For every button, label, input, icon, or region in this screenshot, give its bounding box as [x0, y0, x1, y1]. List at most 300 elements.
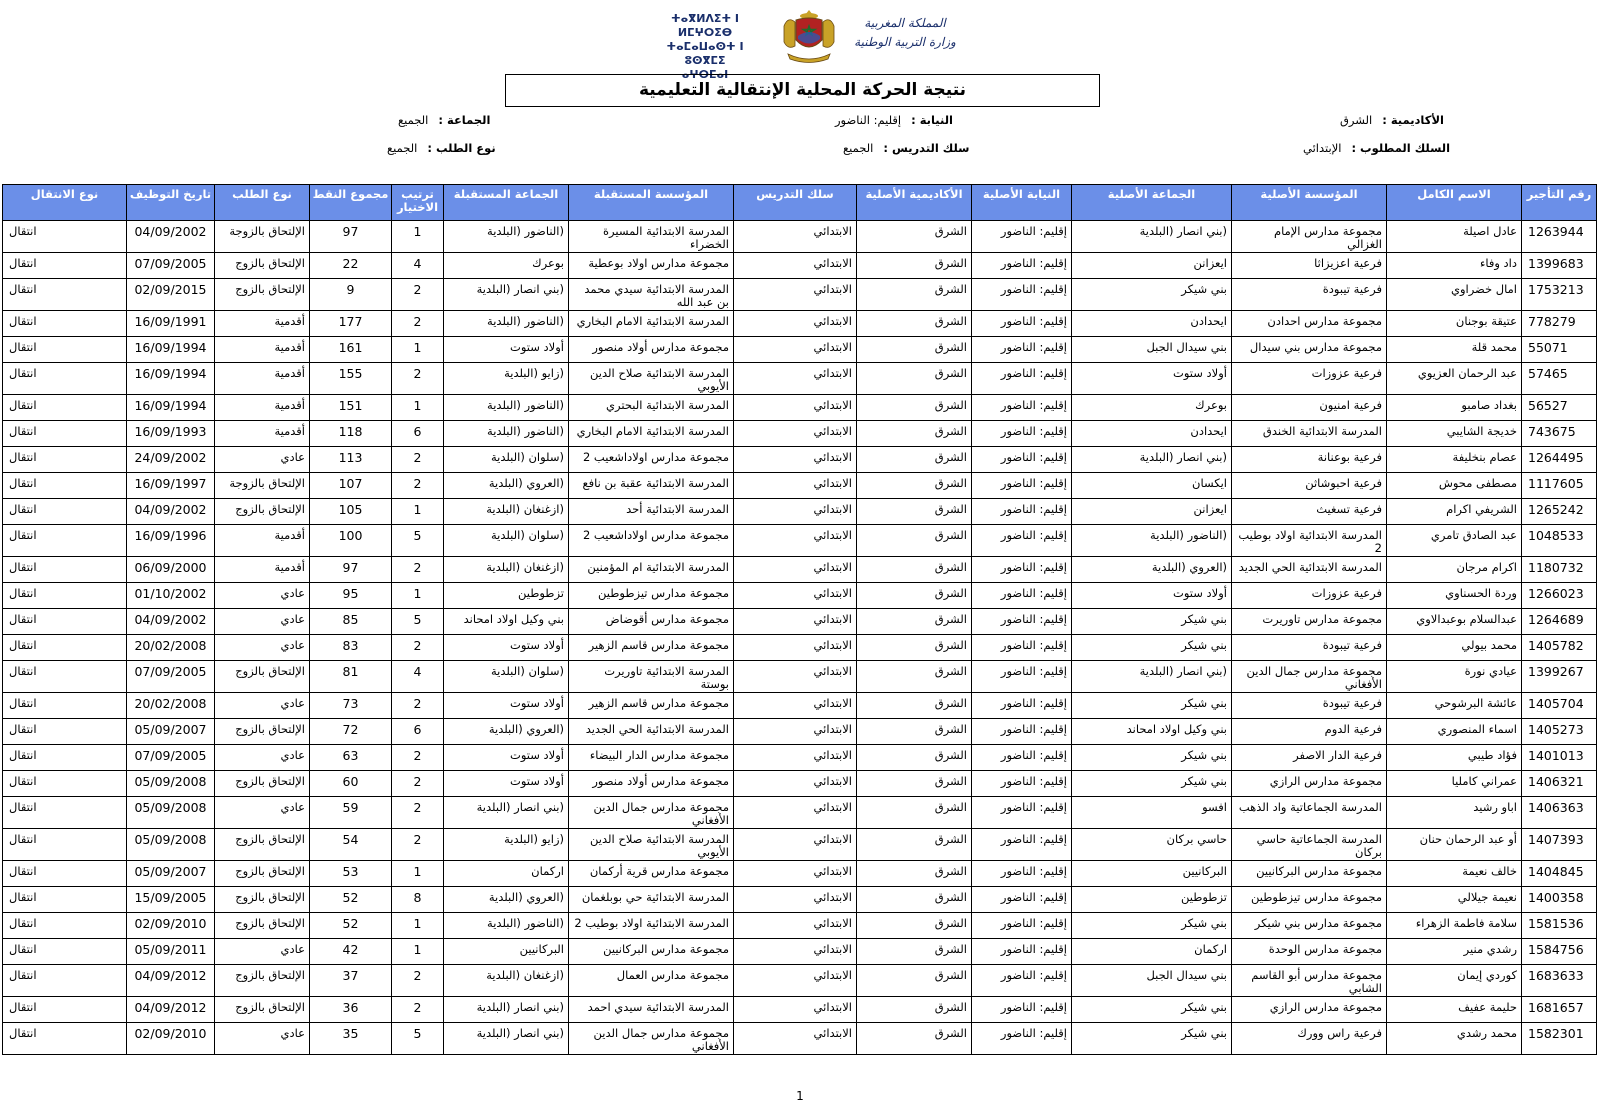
origin-institution-cell: فرعية عزوزات: [1232, 363, 1387, 395]
destination-institution-cell: المدرسة الابتدائية عقبة بن نافع: [569, 473, 734, 499]
full-name-cell: اكرام مرجان: [1387, 557, 1522, 583]
column-header: المؤسسة المستقبلة: [569, 185, 734, 221]
choice-rank-cell: 2: [392, 635, 444, 661]
request-type-cell: الإلتحاق بالزوج: [215, 861, 310, 887]
teaching-cycle-cell: الابتدائي: [734, 745, 857, 771]
transfer-type-cell: انتقال: [3, 557, 127, 583]
full-name-cell: محمد قلة: [1387, 337, 1522, 363]
choice-rank-cell: 5: [392, 609, 444, 635]
total-points-cell: 36: [310, 997, 392, 1023]
transfer-type-cell: انتقال: [3, 861, 127, 887]
table-row: [3, 997, 1597, 1023]
total-points-cell: 37: [310, 965, 392, 997]
destination-commune-cell: أولاد ستوت: [444, 771, 569, 797]
table-header-row: [3, 185, 1597, 221]
hiring-date-cell: 16/09/1994: [127, 337, 215, 363]
destination-commune-cell: (ازغنغان (البلدية: [444, 499, 569, 525]
choice-rank-cell: 2: [392, 279, 444, 311]
total-points-cell: 59: [310, 797, 392, 829]
salary-number-cell: 1399267: [1522, 661, 1597, 693]
choice-rank-cell: 2: [392, 557, 444, 583]
salary-number-cell: 1266023: [1522, 583, 1597, 609]
origin-academy-cell: الشرق: [857, 557, 972, 583]
column-header: المؤسسة الأصلية: [1232, 185, 1387, 221]
origin-delegation-cell: إقليم: الناضور: [972, 253, 1072, 279]
salary-number-cell: 743675: [1522, 421, 1597, 447]
column-header: رقم التأجير: [1522, 185, 1597, 221]
origin-institution-cell: فرعية احبوشاثن: [1232, 473, 1387, 499]
origin-commune-cell: ايكسان: [1072, 473, 1232, 499]
total-points-cell: 85: [310, 609, 392, 635]
origin-commune-cell: بني شيكر: [1072, 771, 1232, 797]
hiring-date-cell: 05/09/2011: [127, 939, 215, 965]
origin-delegation-cell: إقليم: الناضور: [972, 939, 1072, 965]
teaching-cycle-cell: الابتدائي: [734, 473, 857, 499]
destination-institution-cell: المدرسة الابتدائية صلاح الدين الأيوبي: [569, 829, 734, 861]
origin-institution-cell: المدرسة الابتدائية الخندق: [1232, 421, 1387, 447]
choice-rank-cell: 2: [392, 965, 444, 997]
filter-cycle: [1303, 141, 1450, 155]
filter-delegation: [835, 113, 953, 127]
full-name-cell: الشريفي اكرام: [1387, 499, 1522, 525]
origin-institution-cell: فرعية عزوزات: [1232, 583, 1387, 609]
destination-commune-cell: (الناضور (البلدية: [444, 913, 569, 939]
table-row: [3, 745, 1597, 771]
filter-delegation-value: إقليم: الناضور: [835, 113, 902, 127]
salary-number-cell: 1753213: [1522, 279, 1597, 311]
destination-institution-cell: مجموعة مدارس الدار البيضاء: [569, 745, 734, 771]
choice-rank-cell: 4: [392, 253, 444, 279]
destination-institution-cell: المدرسة الابتدائية تاوريرت بوستة: [569, 661, 734, 693]
request-type-cell: الإلتحاق بالزوج: [215, 997, 310, 1023]
table-row: [3, 939, 1597, 965]
origin-institution-cell: مجموعة مدارس بني سيدال: [1232, 337, 1387, 363]
destination-commune-cell: أولاد ستوت: [444, 745, 569, 771]
origin-academy-cell: الشرق: [857, 1023, 972, 1055]
filter-commune-value: الجميع: [398, 113, 429, 127]
teaching-cycle-cell: الابتدائي: [734, 395, 857, 421]
choice-rank-cell: 1: [392, 913, 444, 939]
table-row: [3, 829, 1597, 861]
total-points-cell: 155: [310, 363, 392, 395]
origin-institution-cell: فرعية تسغيث: [1232, 499, 1387, 525]
total-points-cell: 22: [310, 253, 392, 279]
origin-academy-cell: الشرق: [857, 771, 972, 797]
full-name-cell: محمد بيولي: [1387, 635, 1522, 661]
salary-number-cell: 1401013: [1522, 745, 1597, 771]
request-type-cell: الإلتحاق بالزوج: [215, 965, 310, 997]
salary-number-cell: 1264495: [1522, 447, 1597, 473]
transfer-type-cell: انتقال: [3, 829, 127, 861]
origin-academy-cell: الشرق: [857, 861, 972, 887]
full-name-cell: سلامة فاطمة الزهراء: [1387, 913, 1522, 939]
request-type-cell: عادي: [215, 583, 310, 609]
coat-of-arms-icon: [778, 6, 840, 66]
hiring-date-cell: 20/02/2008: [127, 635, 215, 661]
table-row: [3, 635, 1597, 661]
filter-delegation-label: النيابة :: [911, 113, 953, 127]
transfer-type-cell: انتقال: [3, 499, 127, 525]
origin-delegation-cell: إقليم: الناضور: [972, 609, 1072, 635]
destination-institution-cell: المدرسة الابتدائية الحي الجديد: [569, 719, 734, 745]
teaching-cycle-cell: الابتدائي: [734, 913, 857, 939]
origin-delegation-cell: إقليم: الناضور: [972, 829, 1072, 861]
full-name-cell: عبدالسلام بوعبدالاوي: [1387, 609, 1522, 635]
origin-delegation-cell: إقليم: الناضور: [972, 745, 1072, 771]
choice-rank-cell: 2: [392, 771, 444, 797]
origin-academy-cell: الشرق: [857, 887, 972, 913]
origin-institution-cell: مجموعة مدارس تيزطوطين: [1232, 887, 1387, 913]
request-type-cell: الإلتحاق بالزوج: [215, 253, 310, 279]
request-type-cell: الإلتحاق بالزوج: [215, 499, 310, 525]
teaching-cycle-cell: الابتدائي: [734, 253, 857, 279]
filter-teaching: [843, 141, 970, 155]
origin-institution-cell: فرعية اعزيزاثا: [1232, 253, 1387, 279]
choice-rank-cell: 1: [392, 939, 444, 965]
request-type-cell: عادي: [215, 447, 310, 473]
teaching-cycle-cell: الابتدائي: [734, 311, 857, 337]
destination-commune-cell: (بني انصار (البلدية: [444, 279, 569, 311]
table-row: [3, 363, 1597, 395]
full-name-cell: عصام بنخليفة: [1387, 447, 1522, 473]
request-type-cell: عادي: [215, 939, 310, 965]
choice-rank-cell: 2: [392, 797, 444, 829]
origin-academy-cell: الشرق: [857, 939, 972, 965]
tifinagh-line-1: ⵜⴰⴳⵍⴷⵉⵜ ⵏ ⵍⵎⵖⵔⵉⴱ: [670, 12, 740, 39]
origin-institution-cell: فرعية تيبودة: [1232, 279, 1387, 311]
destination-institution-cell: مجموعة مدارس قاسم الزهير: [569, 635, 734, 661]
destination-commune-cell: (ازغنغان (البلدية: [444, 965, 569, 997]
total-points-cell: 118: [310, 421, 392, 447]
column-header: الجماعة المستقبلة: [444, 185, 569, 221]
filter-cycle-label: السلك المطلوب :: [1351, 141, 1451, 155]
table-row: [3, 395, 1597, 421]
salary-number-cell: 1117605: [1522, 473, 1597, 499]
tifinagh-line-3: ⴰⵖⵔⵎⴰⵏ: [681, 68, 729, 81]
origin-commune-cell: بني سيدال الجبل: [1072, 337, 1232, 363]
request-type-cell: الإلتحاق بالزوج: [215, 829, 310, 861]
destination-commune-cell: بوعرك: [444, 253, 569, 279]
origin-commune-cell: (الناضور (البلدية: [1072, 525, 1232, 557]
origin-delegation-cell: إقليم: الناضور: [972, 473, 1072, 499]
hiring-date-cell: 04/09/2002: [127, 609, 215, 635]
transfer-type-cell: انتقال: [3, 395, 127, 421]
ministry-name: وزارة التربية الوطنية: [854, 35, 956, 49]
destination-commune-cell: (الناضور (البلدية: [444, 221, 569, 253]
request-type-cell: عادي: [215, 745, 310, 771]
origin-academy-cell: الشرق: [857, 253, 972, 279]
full-name-cell: أو عبد الرحمان حنان: [1387, 829, 1522, 861]
teaching-cycle-cell: الابتدائي: [734, 609, 857, 635]
origin-delegation-cell: إقليم: الناضور: [972, 583, 1072, 609]
origin-institution-cell: مجموعة مدارس الرازي: [1232, 771, 1387, 797]
full-name-cell: عتيقة بوجنان: [1387, 311, 1522, 337]
destination-commune-cell: (بني انصار (البلدية: [444, 797, 569, 829]
origin-academy-cell: الشرق: [857, 609, 972, 635]
origin-commune-cell: (بني انصار (البلدية: [1072, 661, 1232, 693]
salary-number-cell: 1405704: [1522, 693, 1597, 719]
origin-institution-cell: فرعية امنيون: [1232, 395, 1387, 421]
destination-institution-cell: المدرسة الابتدائية صلاح الدين الأيوبي: [569, 363, 734, 395]
origin-academy-cell: الشرق: [857, 829, 972, 861]
filter-commune-label: الجماعة :: [438, 113, 491, 127]
destination-commune-cell: (الناضور (البلدية: [444, 311, 569, 337]
origin-delegation-cell: إقليم: الناضور: [972, 279, 1072, 311]
origin-institution-cell: فرعية تيبودة: [1232, 693, 1387, 719]
transfer-type-cell: انتقال: [3, 745, 127, 771]
origin-institution-cell: مجموعة مدارس تاوريرت: [1232, 609, 1387, 635]
origin-commune-cell: ايعزانن: [1072, 499, 1232, 525]
page-number: 1: [796, 1089, 804, 1103]
teaching-cycle-cell: الابتدائي: [734, 861, 857, 887]
salary-number-cell: 1405782: [1522, 635, 1597, 661]
table-row: [3, 797, 1597, 829]
hiring-date-cell: 05/09/2008: [127, 829, 215, 861]
destination-commune-cell: تزطوطين: [444, 583, 569, 609]
table-row: [3, 473, 1597, 499]
table-row: [3, 337, 1597, 363]
request-type-cell: الإلتحاق بالزوج: [215, 719, 310, 745]
request-type-cell: الإلتحاق بالزوجة: [215, 473, 310, 499]
origin-delegation-cell: إقليم: الناضور: [972, 221, 1072, 253]
hiring-date-cell: 05/09/2007: [127, 861, 215, 887]
origin-academy-cell: الشرق: [857, 661, 972, 693]
table-row: [3, 771, 1597, 797]
full-name-cell: عائشة البرشوحي: [1387, 693, 1522, 719]
origin-commune-cell: افسو: [1072, 797, 1232, 829]
origin-commune-cell: بوعرك: [1072, 395, 1232, 421]
total-points-cell: 63: [310, 745, 392, 771]
full-name-cell: مصطفى محوش: [1387, 473, 1522, 499]
origin-delegation-cell: إقليم: الناضور: [972, 913, 1072, 939]
tifinagh-line-2: ⵜⴰⵎⴰⵡⴰⵙⵜ ⵏ ⵓⵙⴳⵎⵉ: [666, 40, 744, 67]
salary-number-cell: 1263944: [1522, 221, 1597, 253]
hiring-date-cell: 02/09/2010: [127, 1023, 215, 1055]
request-type-cell: أقدمية: [215, 363, 310, 395]
filter-request-type-value: الجميع: [387, 141, 418, 155]
choice-rank-cell: 8: [392, 887, 444, 913]
salary-number-cell: 1683633: [1522, 965, 1597, 997]
choice-rank-cell: 2: [392, 363, 444, 395]
teaching-cycle-cell: الابتدائي: [734, 363, 857, 395]
request-type-cell: عادي: [215, 1023, 310, 1055]
destination-institution-cell: مجموعة مدارس أقوضاض: [569, 609, 734, 635]
transfer-type-cell: انتقال: [3, 661, 127, 693]
hiring-date-cell: 16/09/1997: [127, 473, 215, 499]
table-row: [3, 887, 1597, 913]
destination-commune-cell: أولاد ستوت: [444, 693, 569, 719]
origin-institution-cell: مجموعة مدارس الوحدة: [1232, 939, 1387, 965]
origin-commune-cell: تزطوطين: [1072, 887, 1232, 913]
total-points-cell: 105: [310, 499, 392, 525]
destination-commune-cell: (زايو (البلدية: [444, 363, 569, 395]
origin-commune-cell: بني شيكر: [1072, 279, 1232, 311]
hiring-date-cell: 16/09/1994: [127, 395, 215, 421]
choice-rank-cell: 6: [392, 719, 444, 745]
origin-academy-cell: الشرق: [857, 221, 972, 253]
full-name-cell: عمراني كامليا: [1387, 771, 1522, 797]
destination-commune-cell: (الناضور (البلدية: [444, 395, 569, 421]
table-row: [3, 1023, 1597, 1055]
origin-institution-cell: مجموعة مدارس أبو القاسم الشابي: [1232, 965, 1387, 997]
origin-delegation-cell: إقليم: الناضور: [972, 797, 1072, 829]
choice-rank-cell: 2: [392, 473, 444, 499]
origin-institution-cell: فرعية بوعنانة: [1232, 447, 1387, 473]
origin-commune-cell: (بني انصار (البلدية: [1072, 221, 1232, 253]
origin-delegation-cell: إقليم: الناضور: [972, 965, 1072, 997]
destination-institution-cell: مجموعة مدارس أولاد منصور: [569, 771, 734, 797]
teaching-cycle-cell: الابتدائي: [734, 421, 857, 447]
transfer-type-cell: انتقال: [3, 997, 127, 1023]
full-name-cell: بغداد صامبو: [1387, 395, 1522, 421]
origin-delegation-cell: إقليم: الناضور: [972, 635, 1072, 661]
full-name-cell: اسماء المنصوري: [1387, 719, 1522, 745]
origin-academy-cell: الشرق: [857, 395, 972, 421]
filter-request-type-label: نوع الطلب :: [427, 141, 496, 155]
origin-academy-cell: الشرق: [857, 363, 972, 395]
salary-number-cell: 1406321: [1522, 771, 1597, 797]
origin-delegation-cell: إقليم: الناضور: [972, 447, 1072, 473]
full-name-cell: حليمة عفيف: [1387, 997, 1522, 1023]
filter-request-type: [387, 141, 496, 155]
transfer-type-cell: انتقال: [3, 253, 127, 279]
table-row: [3, 583, 1597, 609]
column-header: سلك التدريس: [734, 185, 857, 221]
column-header: النيابة الأصلية: [972, 185, 1072, 221]
salary-number-cell: 1681657: [1522, 997, 1597, 1023]
choice-rank-cell: 1: [392, 499, 444, 525]
origin-commune-cell: (بني انصار (البلدية: [1072, 447, 1232, 473]
column-header: تاريخ التوظيف: [127, 185, 215, 221]
column-header: نوع الطلب: [215, 185, 310, 221]
letterhead-tifinagh: [645, 12, 765, 82]
origin-academy-cell: الشرق: [857, 719, 972, 745]
filter-cycle-value: الإبتدائي: [1303, 141, 1342, 155]
origin-institution-cell: فرعية راس وورك: [1232, 1023, 1387, 1055]
origin-institution-cell: المدرسة الجماعاتية حاسي بركان: [1232, 829, 1387, 861]
destination-institution-cell: المدرسة الابتدائية الامام البخاري: [569, 421, 734, 447]
hiring-date-cell: 24/09/2002: [127, 447, 215, 473]
salary-number-cell: 1581536: [1522, 913, 1597, 939]
total-points-cell: 113: [310, 447, 392, 473]
transfer-type-cell: انتقال: [3, 913, 127, 939]
origin-delegation-cell: إقليم: الناضور: [972, 395, 1072, 421]
choice-rank-cell: 4: [392, 661, 444, 693]
origin-commune-cell: ايحدادن: [1072, 311, 1232, 337]
salary-number-cell: 1400358: [1522, 887, 1597, 913]
choice-rank-cell: 2: [392, 693, 444, 719]
request-type-cell: عادي: [215, 635, 310, 661]
origin-delegation-cell: إقليم: الناضور: [972, 661, 1072, 693]
choice-rank-cell: 1: [392, 583, 444, 609]
origin-academy-cell: الشرق: [857, 745, 972, 771]
request-type-cell: أقدمية: [215, 337, 310, 363]
full-name-cell: فؤاد طيبي: [1387, 745, 1522, 771]
origin-institution-cell: المدرسة الجماعاتية واد الذهب: [1232, 797, 1387, 829]
origin-academy-cell: الشرق: [857, 797, 972, 829]
filter-academy-value: الشرق: [1340, 113, 1373, 127]
salary-number-cell: 1406363: [1522, 797, 1597, 829]
origin-institution-cell: المدرسة الابتدائية الحي الجديد: [1232, 557, 1387, 583]
column-header: الجماعة الأصلية: [1072, 185, 1232, 221]
destination-institution-cell: مجموعة مدارس اولاداشعيب 2: [569, 525, 734, 557]
hiring-date-cell: 02/09/2010: [127, 913, 215, 939]
origin-delegation-cell: إقليم: الناضور: [972, 997, 1072, 1023]
total-points-cell: 73: [310, 693, 392, 719]
table-body: [3, 221, 1597, 1055]
destination-institution-cell: المدرسة الابتدائية سيدي احمد: [569, 997, 734, 1023]
choice-rank-cell: 2: [392, 745, 444, 771]
origin-delegation-cell: إقليم: الناضور: [972, 887, 1072, 913]
destination-institution-cell: مجموعة مدارس العمال: [569, 965, 734, 997]
table-row: [3, 253, 1597, 279]
total-points-cell: 161: [310, 337, 392, 363]
salary-number-cell: 1048533: [1522, 525, 1597, 557]
transfer-type-cell: انتقال: [3, 447, 127, 473]
hiring-date-cell: 07/09/2005: [127, 661, 215, 693]
transfer-type-cell: انتقال: [3, 719, 127, 745]
full-name-cell: رشدي منير: [1387, 939, 1522, 965]
request-type-cell: الإلتحاق بالزوج: [215, 661, 310, 693]
origin-commune-cell: أولاد ستوت: [1072, 363, 1232, 395]
origin-academy-cell: الشرق: [857, 525, 972, 557]
destination-commune-cell: (العروي (البلدية: [444, 473, 569, 499]
origin-commune-cell: بني شيكر: [1072, 1023, 1232, 1055]
table-row: [3, 609, 1597, 635]
salary-number-cell: 1405273: [1522, 719, 1597, 745]
table-row: [3, 965, 1597, 997]
choice-rank-cell: 2: [392, 447, 444, 473]
origin-institution-cell: فرعية الدار الاصفر: [1232, 745, 1387, 771]
total-points-cell: 42: [310, 939, 392, 965]
hiring-date-cell: 04/09/2002: [127, 221, 215, 253]
transfer-type-cell: انتقال: [3, 311, 127, 337]
teaching-cycle-cell: الابتدائي: [734, 661, 857, 693]
filter-academy: [1340, 113, 1444, 127]
origin-academy-cell: الشرق: [857, 965, 972, 997]
origin-institution-cell: مجموعة مدارس الإمام الغزالي: [1232, 221, 1387, 253]
destination-institution-cell: المدرسة الابتدائية ام المؤمنين: [569, 557, 734, 583]
total-points-cell: 177: [310, 311, 392, 337]
table-row: [3, 525, 1597, 557]
choice-rank-cell: 1: [392, 861, 444, 887]
request-type-cell: أقدمية: [215, 525, 310, 557]
teaching-cycle-cell: الابتدائي: [734, 719, 857, 745]
origin-academy-cell: الشرق: [857, 337, 972, 363]
destination-commune-cell: (سلوان (البلدية: [444, 447, 569, 473]
transfer-type-cell: انتقال: [3, 693, 127, 719]
hiring-date-cell: 16/09/1991: [127, 311, 215, 337]
salary-number-cell: 1265242: [1522, 499, 1597, 525]
table-row: [3, 421, 1597, 447]
table-row: [3, 861, 1597, 887]
origin-academy-cell: الشرق: [857, 997, 972, 1023]
origin-delegation-cell: إقليم: الناضور: [972, 861, 1072, 887]
hiring-date-cell: 16/09/1993: [127, 421, 215, 447]
origin-commune-cell: ايحدادن: [1072, 421, 1232, 447]
origin-institution-cell: مجموعة مدارس جمال الدين الأفغاني: [1232, 661, 1387, 693]
request-type-cell: الإلتحاق بالزوج: [215, 887, 310, 913]
total-points-cell: 60: [310, 771, 392, 797]
teaching-cycle-cell: الابتدائي: [734, 279, 857, 311]
transfer-type-cell: انتقال: [3, 887, 127, 913]
origin-academy-cell: الشرق: [857, 913, 972, 939]
transfer-type-cell: انتقال: [3, 635, 127, 661]
full-name-cell: خديجة الشايبي: [1387, 421, 1522, 447]
choice-rank-cell: 5: [392, 1023, 444, 1055]
teaching-cycle-cell: الابتدائي: [734, 525, 857, 557]
full-name-cell: عبد الصادق تامري: [1387, 525, 1522, 557]
